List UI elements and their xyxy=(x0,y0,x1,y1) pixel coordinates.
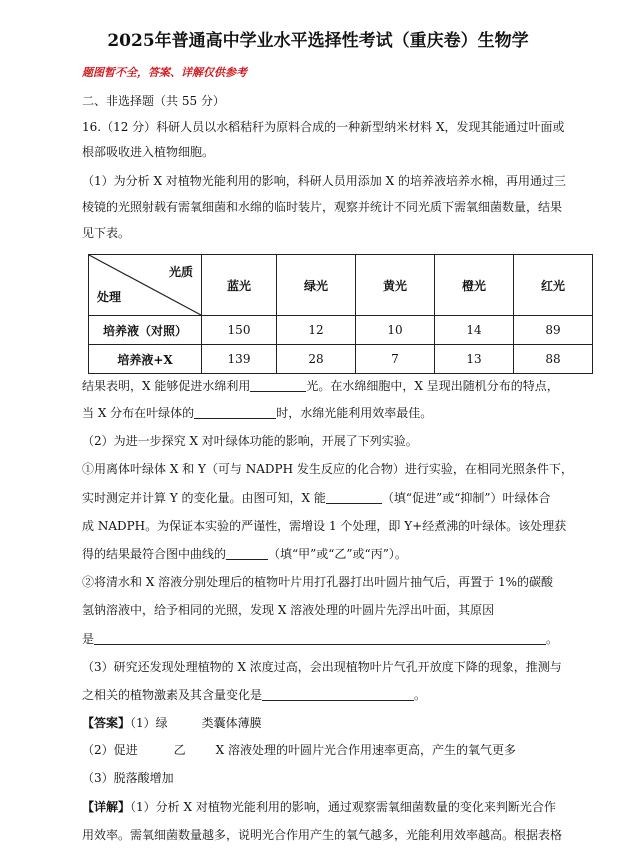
q16-part1-line-3: 见下表。 xyxy=(82,226,131,240)
table-cell: 28 xyxy=(277,345,356,374)
page-title: 2025年普通高中学业水平选择性考试（重庆卷）生物学 xyxy=(107,31,529,51)
table-cell: 150 xyxy=(202,316,277,345)
item1-line-4 xyxy=(82,545,407,562)
answer-text: 类囊体薄膜 xyxy=(201,716,262,730)
answer-text: X 溶液处理的叶圆片光合作用速率更高，产生的氧气更多 xyxy=(215,743,517,757)
item1-line-2 xyxy=(82,489,550,506)
column-header: 绿光 xyxy=(277,255,356,316)
detail-label: 【详解】 xyxy=(82,800,131,814)
corner-label-light: 光质 xyxy=(168,265,193,279)
corner-label-treatment: 处理 xyxy=(97,290,122,304)
answer-blank xyxy=(94,632,546,645)
q16-part3-line-2 xyxy=(82,686,426,703)
result-text: 结果表明，X 能够促进水绵利用 xyxy=(82,379,251,393)
item2-line-2: 氢钠溶液中，给予相同的光照，发现 X 溶液处理的叶圆片先浮出叶面，其原因 xyxy=(82,603,495,617)
answer-blank xyxy=(194,406,276,419)
q16-part1-line-2: 棱镜的光照射载有需氧细菌和水绵的临时装片，观察并统计不同光质下需氧细菌数量，结果 xyxy=(82,200,563,214)
item2-line-3 xyxy=(82,630,558,647)
table-row xyxy=(89,316,593,345)
item2-text: 是 xyxy=(82,632,95,646)
answer-line-1 xyxy=(82,714,262,731)
table-cell: 14 xyxy=(435,316,514,345)
table-cell: 139 xyxy=(202,345,277,374)
item1-text: 实时测定并计算 Y 的变化量。由图可知，X 能 xyxy=(82,491,326,505)
row-header: 培养液（对照） xyxy=(89,316,202,345)
item1-text: 得的结果最符合图中曲线的 xyxy=(82,547,227,561)
q16-stem-line-2: 根部吸收进入植物细胞。 xyxy=(82,145,215,159)
part3-text: 。 xyxy=(414,688,427,702)
answer-label: 【答案】 xyxy=(82,716,131,730)
row-header: 培养液+X xyxy=(89,345,202,374)
column-header: 黄光 xyxy=(356,255,435,316)
item1-text: （填“甲”或“乙”或“丙”）。 xyxy=(268,547,407,561)
result-text: 时，水绵光能利用效率最佳。 xyxy=(276,406,433,420)
q16-part3-line-1: （3）研究还发现处理植物的 X 浓度过高，会出现植物叶片气孔开放度下降的现象，推测与 xyxy=(82,660,562,674)
item1-line-1: ①用离体叶绿体 X 和 Y（可与 NADPH 发生反应的化合物）进行实验，在相同光照条件下， xyxy=(82,462,573,476)
column-header: 橙光 xyxy=(435,255,514,316)
table-corner-cell xyxy=(89,255,202,316)
answer-line-3: （3）脱落酸增加 xyxy=(82,771,174,785)
column-header: 蓝光 xyxy=(202,255,277,316)
q16-stem-line-1: 16.（12 分）科研人员以水稻秸秆为原料合成的一种新型纳米材料 X，发现其能通过叶面或 xyxy=(82,120,565,134)
item1-text: （填“促进”或“抑制”）叶绿体合 xyxy=(381,491,551,505)
section-heading: 二、非选择题（共 55 分） xyxy=(82,94,225,108)
answer-blank xyxy=(226,547,268,560)
column-header: 红光 xyxy=(514,255,593,316)
item1-line-3: 成 NADPH。为保证本实验的严谨性，需增设 1 个处理，即 Y+经煮沸的叶绿体。该处理获 xyxy=(82,519,567,533)
result-text: 当 X 分布在叶绿体的 xyxy=(82,406,195,420)
answer-blank xyxy=(326,491,382,504)
detail-text: （1）分析 X 对植物光能利用的影响，通过观察需氧细菌数量的变化来判断光合作 xyxy=(130,800,556,814)
answer-blank xyxy=(250,379,306,392)
table-cell: 13 xyxy=(435,345,514,374)
table-cell: 12 xyxy=(277,316,356,345)
table-cell: 7 xyxy=(356,345,435,374)
table-row xyxy=(89,345,593,374)
q16-part2-line: （2）为进一步探究 X 对叶绿体功能的影响，开展了下列实验。 xyxy=(82,434,418,448)
table-cell: 88 xyxy=(514,345,593,374)
results-table xyxy=(88,254,593,374)
answer-text: （2）促进 xyxy=(82,743,138,757)
result-line-1 xyxy=(82,377,559,394)
q16-part1-line-1: （1）为分析 X 对植物光能利用的影响，科研人员用添加 X 的培养液培养水棉，再用通过三 xyxy=(82,174,566,188)
table-cell: 89 xyxy=(514,316,593,345)
answer-blank xyxy=(262,688,414,701)
table-cell: 10 xyxy=(356,316,435,345)
item2-text: 。 xyxy=(546,632,559,646)
answer-text: 乙 xyxy=(173,743,186,757)
detail-line-1 xyxy=(82,798,556,815)
result-line-2 xyxy=(82,404,432,421)
result-text: 光。在水绵细胞中，X 呈现出随机分布的特点， xyxy=(306,379,559,393)
answer-text: （1）绿 xyxy=(130,716,168,730)
answer-line-2 xyxy=(82,741,516,758)
notice-text: 题图暂不全，答案、详解仅供参考 xyxy=(82,66,247,79)
part3-text: 之相关的植物激素及其含量变化是 xyxy=(82,688,263,702)
item2-line-1: ②将清水和 X 溶液分别处理后的植物叶片用打孔器打出叶圆片抽气后，再置于 1%的碳酸 xyxy=(82,575,554,589)
detail-line-2: 用效率。需氧细菌数量越多，说明光合作用产生的氧气越多，光能利用效率越高。根据表格 xyxy=(82,828,563,842)
